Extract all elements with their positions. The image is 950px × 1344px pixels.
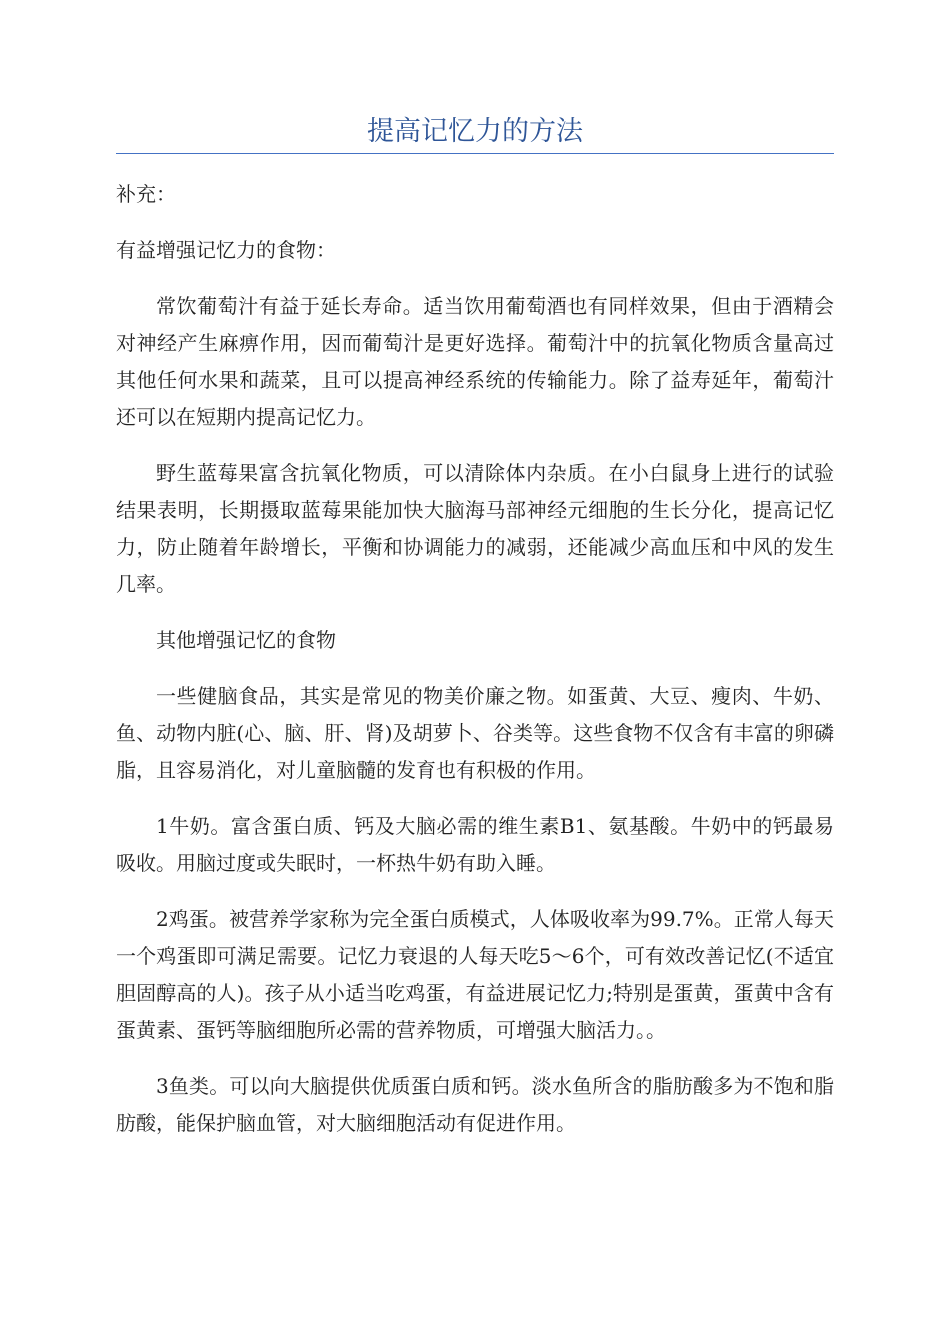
paragraph-egg: 2鸡蛋。被营养学家称为完全蛋白质模式，人体吸收率为99.7%。正常人每天一个鸡蛋即可满足需要。记忆力衰退的人每天吃5～6个，可有效改善记忆(不适宜胆固醇高的人)。孩子从小适当吃鸡蛋，有益进展记忆力;特别是蛋黄，蛋黄中含有蛋黄素、蛋钙等脑细胞所必需的营养物质，可增强大脑活力。。 xyxy=(116,907,834,1042)
paragraph-milk: 1牛奶。富含蛋白质、钙及大脑必需的维生素B1、氨基酸。牛奶中的钙最易吸收。用脑过度或失眠时，一杯热牛奶有助入睡。 xyxy=(116,814,834,875)
paragraph-blueberry: 野生蓝莓果富含抗氧化物质，可以清除体内杂质。在小白鼠身上进行的试验结果表明，长期摄取蓝莓果能加快大脑海马部神经元细胞的生长分化，提高记忆力，防止随着年龄增长，平衡和协调能力的减弱，还能减少高血压和中风的发生几率。 xyxy=(116,461,834,596)
paragraph-other-foods-heading: 其他增强记忆的食物 xyxy=(156,628,336,652)
paragraph-fish: 3鱼类。可以向大脑提供优质蛋白质和钙。淡水鱼所含的脂肪酸多为不饱和脂肪酸，能保护脑血管，对大脑细胞活动有促进作用。 xyxy=(116,1074,834,1135)
paragraph-foods-heading: 有益增强记忆力的食物： xyxy=(116,238,336,262)
paragraph-supplement: 补充： xyxy=(116,182,176,206)
paragraph-brain-foods: 一些健脑食品，其实是常见的物美价廉之物。如蛋黄、大豆、瘦肉、牛奶、鱼、动物内脏(心、脑、肝、肾)及胡萝卜、谷类等。这些食物不仅含有丰富的卵磷脂，且容易消化，对儿童脑髓的发育也有积极的作用。 xyxy=(116,684,834,782)
paragraph-grape-juice: 常饮葡萄汁有益于延长寿命。适当饮用葡萄酒也有同样效果，但由于酒精会对神经产生麻痹作用，因而葡萄汁是更好选择。葡萄汁中的抗氧化物质含量高过其他任何水果和蔬菜，且可以提高神经系统的传输能力。除了益寿延年，葡萄汁还可以在短期内提高记忆力。 xyxy=(116,294,834,429)
document-body xyxy=(116,176,834,1161)
title-underline xyxy=(116,153,834,154)
page-title: 提高记忆力的方法 xyxy=(367,116,583,147)
